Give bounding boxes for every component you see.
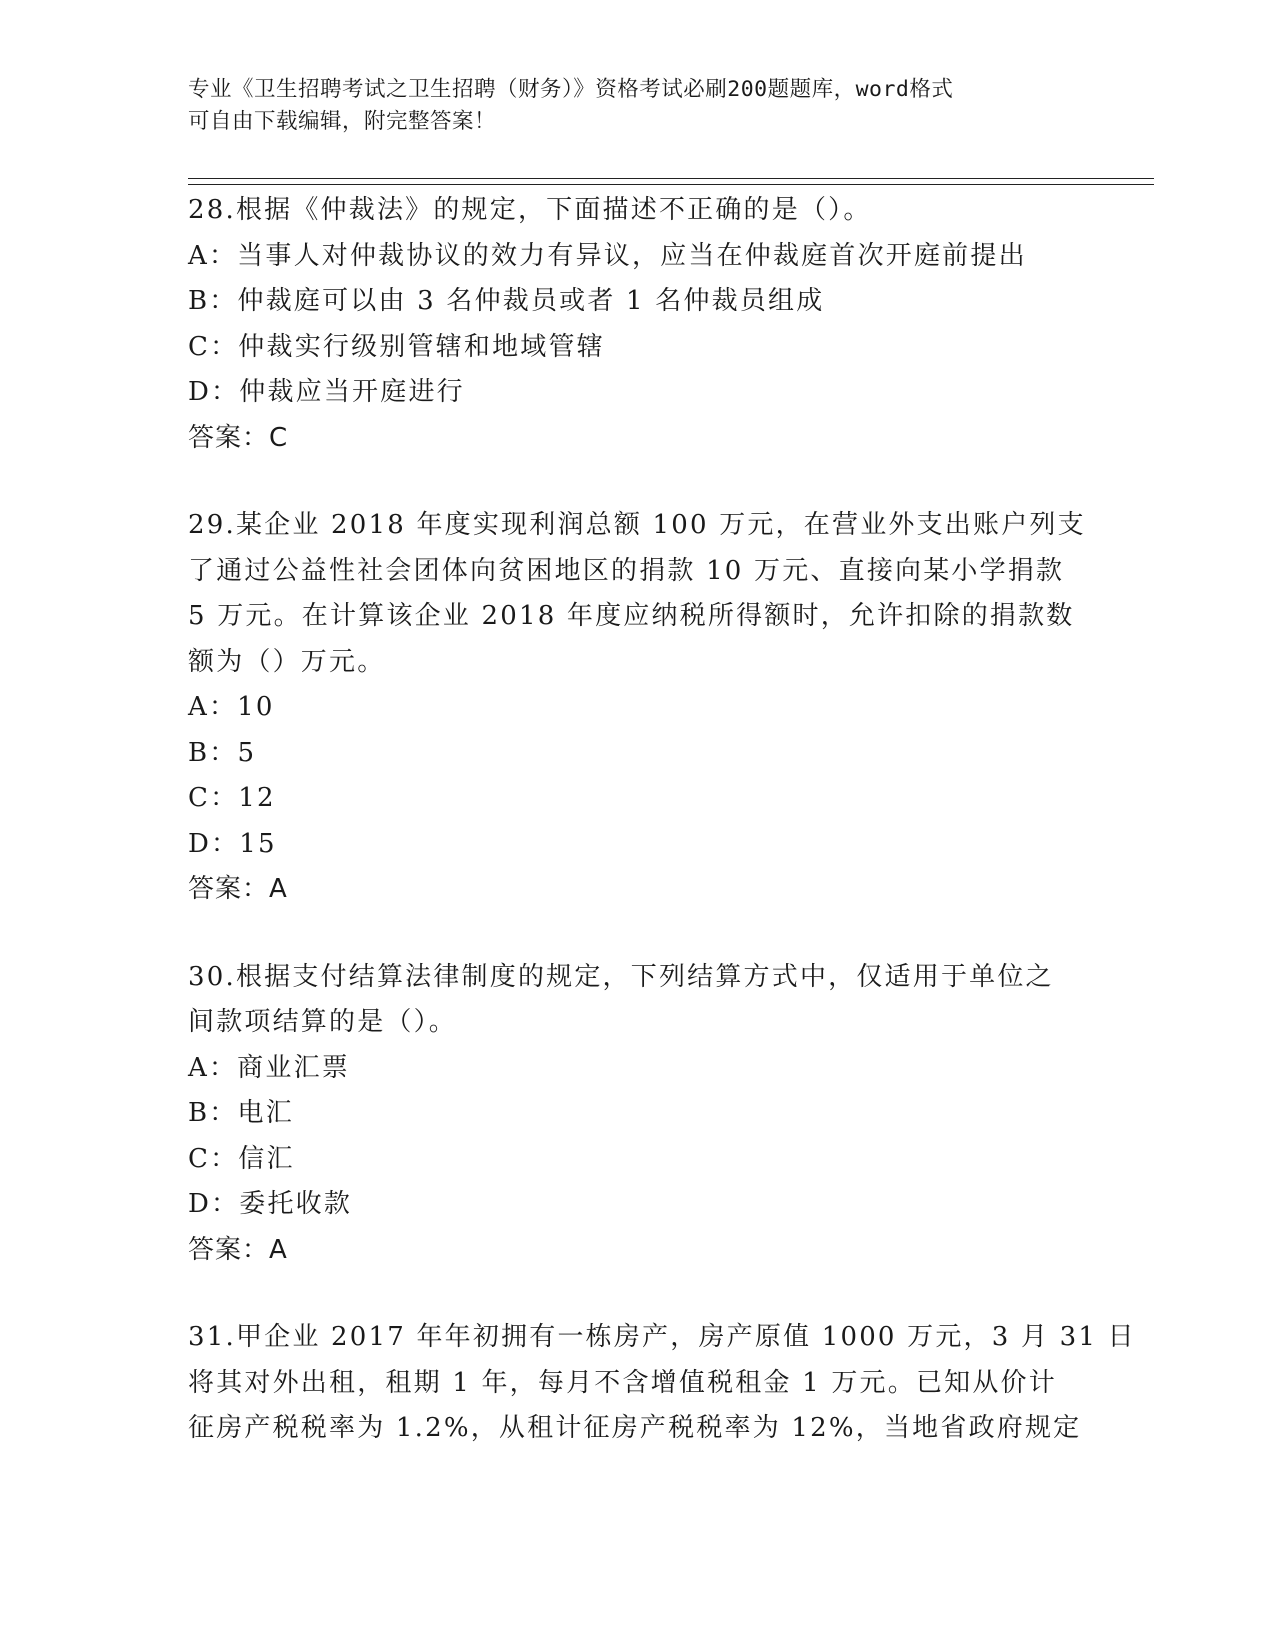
option-a: A：10 [188, 692, 275, 722]
question-30 [188, 955, 1088, 1274]
option-b: B：仲裁庭可以由 3 名仲裁员或者 1 名仲裁员组成 [188, 286, 825, 316]
option-a: A：商业汇票 [188, 1052, 350, 1083]
header-divider-top [188, 178, 1154, 179]
question-stem [188, 1315, 1136, 1452]
answer-label: 答案：A [188, 1234, 288, 1265]
stem-line: 5 万元。在计算该企业 2018 年度应纳税所得额时，允许扣除的捐款数 [188, 601, 1075, 631]
stem-line: 30.根据支付结算法律制度的规定，下列结算方式中，仅适用于单位之 [188, 961, 1054, 992]
stem-line: 了通过公益性社会团体向贫困地区的捐款 10 万元、直接向某小学捐款 [188, 555, 1065, 586]
stem-line: 31.甲企业 2017 年年初拥有一栋房产，房产原值 1000 万元，3 月 31 日 [188, 1322, 1136, 1352]
stem-line: 间款项结算的是（）。 [188, 1007, 458, 1037]
question-31 [188, 1315, 1136, 1452]
question-stem [188, 503, 1088, 685]
option-c: C：12 [188, 783, 276, 813]
stem-line: 28.根据《仲裁法》的规定，下面描述不正确的是（）。 [188, 195, 872, 225]
header-divider-bottom [188, 184, 1154, 185]
stem-line: 额为（）万元。 [188, 646, 386, 677]
question-28 [188, 188, 1088, 461]
answer-label: 答案：C [188, 422, 289, 453]
stem-line: 征房产税税率为 1.2%，从租计征房产税税率为 12%，当地省政府规定 [188, 1413, 1082, 1443]
answer-label: 答案：A [188, 874, 288, 904]
option-d: D：15 [188, 828, 277, 859]
question-stem [188, 955, 1088, 1046]
option-d: D：委托收款 [188, 1189, 353, 1219]
document-header [188, 74, 1068, 138]
option-b: B：5 [188, 737, 257, 768]
option-a: A：当事人对仲裁协议的效力有异议，应当在仲裁庭首次开庭前提出 [188, 240, 1027, 271]
option-c: C：信汇 [188, 1143, 295, 1174]
header-line-1: 专业《卫生招聘考试之卫生招聘（财务）》资格考试必刷200题题库，word格式 [188, 77, 954, 102]
question-list [188, 188, 1136, 1494]
stem-line: 将其对外出租，租期 1 年，每月不含增值税租金 1 万元。已知从价计 [188, 1367, 1057, 1398]
option-d: D：仲裁应当开庭进行 [188, 377, 465, 407]
header-line-2: 可自由下载编辑，附完整答案！ [188, 109, 497, 134]
option-b: B：电汇 [188, 1098, 294, 1128]
option-c: C：仲裁实行级别管辖和地域管辖 [188, 331, 605, 362]
stem-line: 29.某企业 2018 年度实现利润总额 100 万元，在营业外支出账户列支 [188, 510, 1086, 540]
question-stem [188, 188, 1088, 234]
question-29 [188, 503, 1088, 913]
